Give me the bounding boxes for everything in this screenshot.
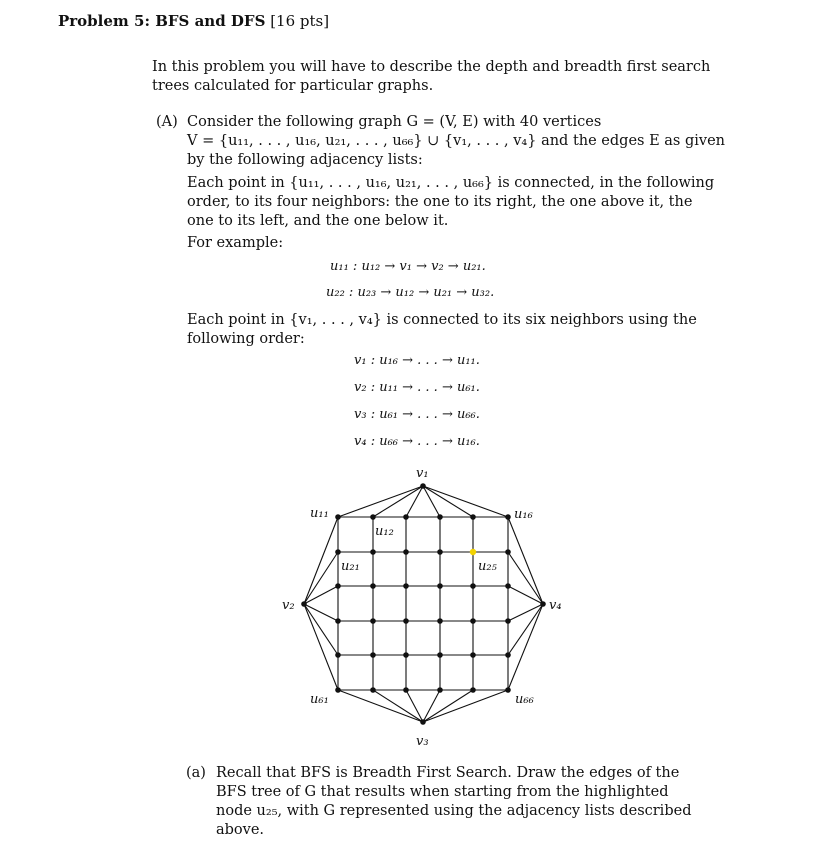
label-u25: u₂₅ [478,559,497,574]
node-u11 [335,514,341,520]
label-u16: u₁₆ [514,507,533,522]
node-u64 [437,687,443,693]
node-u12 [370,514,376,520]
label-u12: u₁₂ [375,524,394,539]
node-u51 [335,652,341,658]
intro-line-2: trees calculated for particular graphs. [152,78,434,94]
label-u21: u₂₁ [341,559,360,574]
node-u14 [437,514,443,520]
node-u46 [505,618,511,624]
node-u63 [403,687,409,693]
node-u44 [437,618,443,624]
node-u53 [403,652,409,658]
node-u65 [470,687,476,693]
node-u35 [470,583,476,589]
label-u61: u₆₁ [310,692,329,707]
node-u61 [335,687,341,693]
part-a-sub-line-2: BFS tree of G that results when starting from the highlighted [216,784,669,800]
v-eq-4: v₄ : u₆₆ → . . . → u₁₆. [354,434,480,449]
node-u21 [335,549,341,555]
edge-v4-u36 [508,586,543,604]
graph-edges [304,486,543,722]
part-a-marker: (A) [156,114,178,130]
node-u31 [335,583,341,589]
part-a-line-3: by the following adjacency lists: [187,152,423,168]
label-v1: v₁ [416,466,429,481]
node-u24 [437,549,443,555]
node-u66 [505,687,511,693]
node-u15 [470,514,476,520]
node-u62 [370,687,376,693]
edge-v2-u31 [304,586,338,604]
problem-title-bold: Problem 5: BFS and DFS [58,12,266,30]
v-eq-3: v₃ : u₆₁ → . . . → u₆₆. [354,407,480,422]
part-a-para3-line-2: following order: [187,331,305,347]
node-u22 [370,549,376,555]
node-u45 [470,618,476,624]
node-v1 [420,483,426,489]
label-u66: u₆₆ [515,692,534,707]
node-u13 [403,514,409,520]
part-a-sub-line-3: node u₂₅, with G represented using the adjacency lists described [216,803,692,819]
problem-points: [16 pts] [270,12,330,30]
label-v4: v₄ [549,598,562,613]
part-a-sub-line-4: above. [216,822,265,838]
example-eq-1: u₁₁ : u₁₂ → v₁ → v₂ → u₂₁. [330,259,486,274]
node-v4 [540,601,546,607]
part-a-line-2: V = {u₁₁, . . . , u₁₆, u₂₁, . . . , u₆₆} ∪ {v₁, . . . , v₄} and the edges E as given [187,133,726,149]
v-eq-1: v₁ : u₁₆ → . . . → u₁₁. [354,353,480,368]
part-a-para2-line-2: order, to its four neighbors: the one to its right, the one above it, the [187,194,693,210]
label-v2: v₂ [282,598,295,613]
label-u11: u₁₁ [310,506,329,521]
part-a-para2-line-3: one to its left, and the one below it. [187,213,449,229]
intro-line-1: In this problem you will have to describe the depth and breadth first search [152,59,711,75]
node-u25 [470,549,476,555]
example-eq-2: u₂₂ : u₂₃ → u₁₂ → u₂₁ → u₃₂. [326,285,495,300]
part-a-para3-line-1: Each point in {v₁, . . . , v₄} is connected to its six neighbors using the [187,312,697,328]
v-eq-2: v₂ : u₁₁ → . . . → u₆₁. [354,380,480,395]
for-example-label: For example: [187,235,284,251]
node-u41 [335,618,341,624]
node-u55 [470,652,476,658]
node-u42 [370,618,376,624]
label-v3: v₃ [416,734,429,749]
node-v2 [301,601,307,607]
node-u56 [505,652,511,658]
node-u52 [370,652,376,658]
node-u26 [505,549,511,555]
graph-labels [282,466,562,749]
node-u33 [403,583,409,589]
node-u36 [505,583,511,589]
node-u32 [370,583,376,589]
part-a-line-1: Consider the following graph G = (V, E) with 40 vertices [187,114,602,130]
node-v3 [420,719,426,725]
part-a-para2-line-1: Each point in {u₁₁, . . . , u₁₆, u₂₁, . . . , u₆₆} is connected, in the following [187,175,715,191]
node-u54 [437,652,443,658]
node-u23 [403,549,409,555]
node-u43 [403,618,409,624]
node-u16 [505,514,511,520]
part-a-sub-marker: (a) [186,765,206,781]
node-u34 [437,583,443,589]
part-a-sub-line-1: Recall that BFS is Breadth First Search. Draw the edges of the [216,765,680,781]
